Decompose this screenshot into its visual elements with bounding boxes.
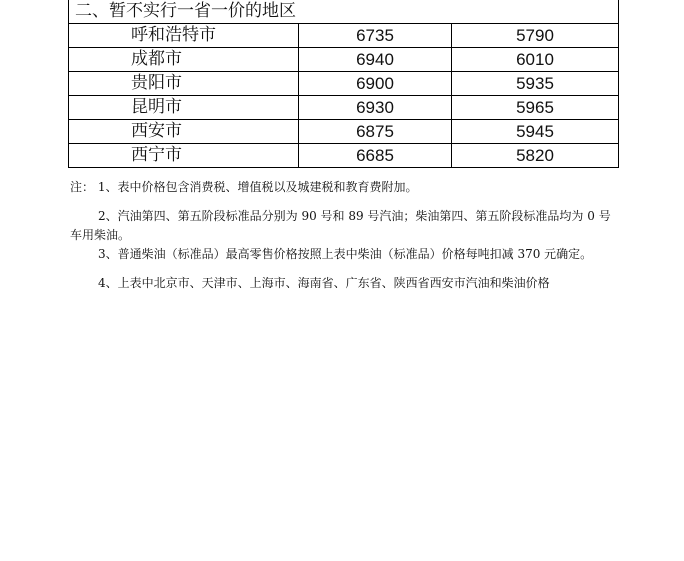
note-4: 4、上表中北京市、天津市、上海市、海南省、广东省、陕西省西安市汽油和柴油价格 xyxy=(98,276,550,290)
table-row xyxy=(69,24,619,48)
city-cell: 西宁市 xyxy=(69,144,299,168)
table-row xyxy=(69,144,619,168)
gasoline-price-cell: 6685 xyxy=(299,144,452,168)
price-table xyxy=(68,0,619,168)
table-row xyxy=(69,96,619,120)
city-cell: 贵阳市 xyxy=(69,72,299,96)
diesel-price-cell: 5935 xyxy=(452,72,619,96)
note-1: 注： 1、表中价格包含消费税、增值税以及城建税和教育费附加。 xyxy=(70,180,418,194)
table-row xyxy=(69,48,619,72)
gasoline-price-cell: 6735 xyxy=(299,24,452,48)
gasoline-price-cell: 6875 xyxy=(299,120,452,144)
city-cell: 成都市 xyxy=(69,48,299,72)
city-cell: 昆明市 xyxy=(69,96,299,120)
section-heading-row xyxy=(69,0,619,24)
city-cell: 呼和浩特市 xyxy=(69,24,299,48)
diesel-price-cell: 5790 xyxy=(452,24,619,48)
gasoline-price-cell: 6900 xyxy=(299,72,452,96)
note-3: 3、普通柴油（标准品）最高零售价格按照上表中柴油（标准品）价格每吨扣减 370 元确定。 xyxy=(98,247,593,261)
section-title: 二、暂不实行一省一价的地区 xyxy=(69,0,619,24)
table-row xyxy=(69,120,619,144)
table-notes xyxy=(70,178,616,293)
diesel-price-cell: 6010 xyxy=(452,48,619,72)
diesel-price-cell: 5820 xyxy=(452,144,619,168)
table-row xyxy=(69,72,619,96)
diesel-price-cell: 5945 xyxy=(452,120,619,144)
diesel-price-cell: 5965 xyxy=(452,96,619,120)
gasoline-price-cell: 6940 xyxy=(299,48,452,72)
gasoline-price-cell: 6930 xyxy=(299,96,452,120)
city-cell: 西安市 xyxy=(69,120,299,144)
note-2: 2、汽油第四、第五阶段标准品分别为 90 号和 89 号汽油；柴油第四、第五阶段标准品均为 0 号车用柴油。 xyxy=(70,209,611,242)
